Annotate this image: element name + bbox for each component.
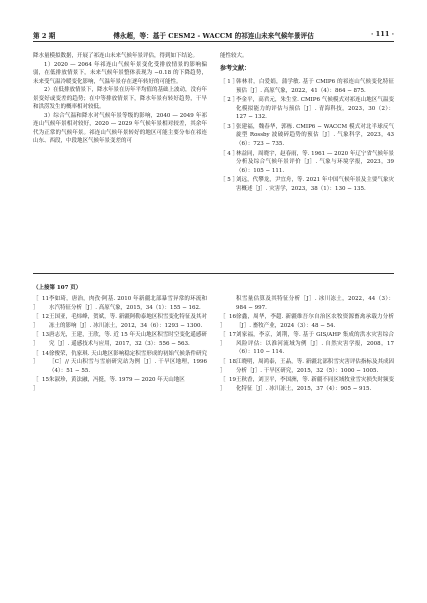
running-title: 傅永超，等：基于 CESM2 - WACCM 的祁连山未来气候年景评估 xyxy=(113,32,314,40)
reference-number: ［ 2 ］ xyxy=(220,97,238,104)
bottom-left-references xyxy=(33,295,207,394)
reference-item xyxy=(220,295,394,312)
reference-text: 王秋香，刘卫平，李国洲，等. 新疆不同区域牧业雪灾损失时频变化特征［J］. 冰川冻土，2015，37（4）：905 − 915. xyxy=(236,377,394,392)
section-divider xyxy=(33,273,394,274)
reference-text: 徐俊荣，仇家琪. 天山地区影响稳定积雪形成的初始气候条件研究［C］// 天山积雪与雪崩研究站为例［J］. 干旱区地理，1996（4）：51 − 55. xyxy=(49,350,207,374)
reference-number: ［ 11 ］ xyxy=(33,296,49,311)
reference-number: ［ 1 ］ xyxy=(220,79,238,85)
reference-text: 积雪量估算及其特征分析［J］. 冰川冻土，2022，44（3）：984 − 997. xyxy=(236,296,394,311)
reference-item xyxy=(33,313,207,330)
reference-number xyxy=(220,295,236,312)
reference-number: ［ 15 ］ xyxy=(33,377,49,392)
reference-text: 刘远，代攀龙，尹宜舟，等. 2021 年中国气候年景及主要气象灾害概述［J］. 灾害学，2023，38（1）：130 − 135. xyxy=(236,177,394,192)
reference-number: ［ 13 ］ xyxy=(33,332,49,347)
reference-text: 唐志光，王建，王欣，等. 近 15 年天山地区积雪时空变化遥感研究［J］. 遥感技术与应用，2017，32（3）：556 − 563. xyxy=(49,332,207,347)
left-column xyxy=(33,52,207,146)
reference-item xyxy=(220,123,394,149)
reference-item xyxy=(220,331,394,357)
page-number: · 111 · xyxy=(371,30,394,38)
conclusion-2: 2）在低排放情景下，降水年景在历年平均值的基础上波动，没有年景变好或变差的趋势；在中等排放情景下，降水年景有转好趋势，干旱和洪涝发生的概率相对较低。 xyxy=(33,87,208,110)
conclusion-1: 1）2020 — 2064 年祁连山气候年景变化受排放情景的影响偏弱，在低排放情景下，未来气候年景整体表现为 −0.18 的下降趋势，未来受气温冷暖变化影响，气温年景存在逐年转好的可能性。 xyxy=(33,61,207,85)
reference-text: 张建福，魏春华，郭栋. CMIP6 − WACCM 模式对北半球反气旋型 Rossby 波破碎趋势的预估［J］. 气象科学，2023，43（6）：723 − 735. xyxy=(236,123,394,147)
reference-number: ［ 18 ］ xyxy=(220,359,236,374)
reference-number: ［ 5 ］ xyxy=(220,177,238,184)
reference-number: ［ 3 ］ xyxy=(220,123,238,130)
continued-label: （上接第 107 页） xyxy=(33,285,82,291)
issue-number: 第 2 期 xyxy=(33,32,56,40)
reference-item xyxy=(220,376,394,393)
reference-text: 李金平，高君元，朱生堂. CMIP6 气候模式对祁连山地区气温变化模拟能力的评估与预估［J］. 青海科技，2023，30（2）：127 − 132. xyxy=(236,97,394,121)
header-rule xyxy=(33,41,394,42)
reference-item xyxy=(33,331,207,348)
reference-number: ［ 12 ］ xyxy=(33,314,49,329)
reference-item xyxy=(33,295,207,312)
reference-text: 王国亚，毛炜峰，贺斌，等. 新疆阿勒泰地区积雪变化特征及其对冻土的影响［J］. 冰川冻土，2012，34（6）：1293 − 1300. xyxy=(49,314,207,329)
page-header xyxy=(33,28,394,40)
references-heading: 参考文献： xyxy=(220,64,251,72)
reference-text: 刘家福，李京，刘荆，等. 基于 GIS/AHP 集成的洪水灾害综合风险评估：以淮河流域为例［J］. 自然灾害学报，2008，17（6）：110 − 114. xyxy=(236,332,394,356)
reference-text: 徐鑫，周华，李超. 新疆维吾尔自治区农牧资源畜禽承载力分析［J］. 畜牧产业，2024（3）：48 − 54. xyxy=(236,314,394,329)
reference-number: ［ 17 ］ xyxy=(220,332,236,347)
bottom-right-references xyxy=(220,295,394,394)
reference-number: ［ 19 ］ xyxy=(220,377,236,392)
reference-item xyxy=(220,96,394,122)
reference-item xyxy=(220,313,394,330)
body-continuation: 能性较大。 xyxy=(220,53,248,59)
reference-text: 林益同，周晓宇，赵春雨，等. 1961 — 2020 年辽宁省气候年景分析及综合气候年景评价［J］. 气象与环境学报，2023，39（6）：105 − 111. xyxy=(236,150,394,174)
reference-text: 朱淑珍，黄法融，冯挺，等. 1979 — 2020 年天山地区 xyxy=(49,377,185,384)
reference-list xyxy=(220,78,394,193)
reference-text: 韩林君，白爱娟，蒲学敏. 基于 CMIP6 的祁连山气候变化特征预估［J］. 高原气象，2022，41（4）：864 − 875. xyxy=(236,79,394,94)
reference-text: 李如琦，唐治，肉孜·阿基. 2010 年新疆北部暴雪异常的环流和水汽特征分析［J］. 高原气象，2015，34（1）：155 − 162. xyxy=(49,296,207,311)
reference-item xyxy=(33,376,207,393)
reference-item xyxy=(220,358,394,375)
reference-item xyxy=(220,176,394,193)
conclusion-3: 3）综合气温和降水对气候年景等级的影响，2040 — 2049 年祁连山气候年景相对较好，2020 — 2029 年气候年景相对较差，其余年代为正常的气候年景。祁连山气候年景转好的地区可能主要分布在祁连山东、西段，中段地区气候年景变差的可 xyxy=(33,112,207,144)
body-paragraph: 降水量模拟数据，开展了祁连山未来气候年景评估，得到如下结论。 xyxy=(33,53,199,59)
reference-number: ［ 14 ］ xyxy=(33,350,49,366)
reference-number: ［ 4 ］ xyxy=(220,150,238,157)
reference-number: ［ 16 ］ xyxy=(220,314,236,329)
right-column xyxy=(220,52,394,194)
reference-text: 江晓明，周鸿泰，王晶，等. 新疆北部积雪灾害评估指标及其成因分析［J］. 干旱区研究，2015，32（5）：1000 − 1005. xyxy=(236,359,394,374)
reference-item xyxy=(220,150,394,176)
reference-item xyxy=(33,350,207,376)
reference-item xyxy=(220,78,394,95)
